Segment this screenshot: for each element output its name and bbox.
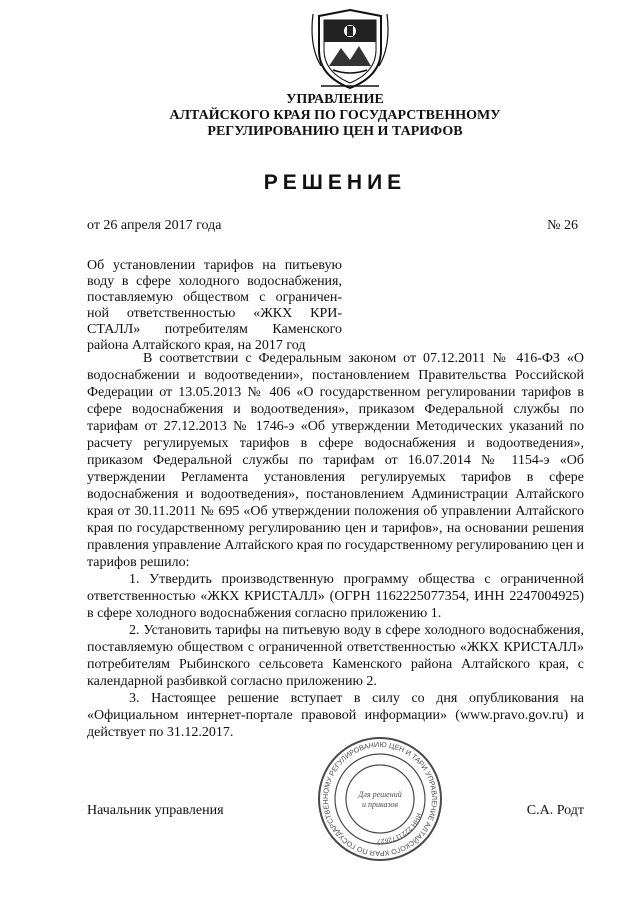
issuing-authority bbox=[100, 92, 570, 140]
document-number: № 26 bbox=[547, 218, 578, 233]
stamp-inner-line-2: и приказов bbox=[361, 800, 399, 809]
stamp-inner-line-1: Для решений bbox=[358, 790, 402, 799]
altai-krai-coat-of-arms-icon bbox=[311, 6, 389, 92]
stamp-outer-text: УПРАВЛЕНИЕ АЛТАЙСКОГО КРАЯ ПО ГОСУДАРСТВЕННОМУ РЕГУЛИРОВАНИЮ ЦЕН И ТАРИФОВ bbox=[320, 739, 440, 859]
round-seal-stamp-icon bbox=[316, 735, 444, 863]
stamp-inn-text: ИНН 2221172627 bbox=[376, 811, 423, 845]
heading-line-2: АЛТАЙСКОГО КРАЯ ПО ГОСУДАРСТВЕННОМУ bbox=[169, 108, 501, 123]
document-date: от 26 апреля 2017 года bbox=[87, 218, 222, 233]
signatory-name: С.А. Родт bbox=[526, 803, 584, 818]
preamble-paragraph: В соответствии с Федеральным законом от 07.12.2011 № 416-ФЗ «О водоснабжении и водоотведении», постановлением Правительства Российской Федерации от 13.05.2013 № 406 «О государственном регулировании тарифов в сфере водоснабжения и водоотведения», приказом Федеральной службы по тарифам от 27.12.2013 № 1746-э «Об утверждении Методических указаний по расчету регулируемых тарифов в сфере водоснабжения и водоотведения», приказом Федеральной службы по тарифам от 16.07.2014 № 1154-э «Об утверждении Регламента установления регулируемых тарифов в сфере водоснабжения и водоотведения», постановлением Администрации Алтайского края от 30.11.2011 № 695 «Об утверждении положения об управлении Алтайского края по государственному регулированию цен и тарифов», на основании решения правления управление Алтайского края по государственному регулированию цен и тарифов решило: bbox=[87, 351, 584, 570]
document-type-title: РЕШЕНИЕ bbox=[263, 171, 407, 194]
item-2-paragraph: 2. Установить тарифы на питьевую воду в сфере холодного водоснабжения, поставляемую обществом с ограниченной ответственностью «ЖКХ КРИСТАЛЛ» потребителям Рыбинского сельсовета Каменского района Алтайского края, с календарной разбивкой согласно приложению 2. bbox=[87, 623, 584, 689]
subject-line: района Алтайского края, на 2017 год bbox=[87, 338, 306, 353]
subject-line: воду в сфере холодного водоснабжения, bbox=[87, 274, 342, 289]
subject-line: Об установлении тарифов на питьевую bbox=[87, 258, 342, 273]
heading-line-3: РЕГУЛИРОВАНИЮ ЦЕН И ТАРИФОВ bbox=[207, 124, 463, 139]
item-3-paragraph: 3. Настоящее решение вступает в силу со дня опубликования на «Официальном интернет-портале правовой информации» (www.pravo.gov.ru) и действует по 31.12.2017. bbox=[87, 691, 584, 740]
heading-line-1: УПРАВЛЕНИЕ bbox=[286, 92, 384, 107]
subject-line: поставляемую обществом с ограничен- bbox=[87, 290, 342, 305]
document-subject bbox=[87, 258, 342, 354]
signatory-title: Начальник управления bbox=[87, 803, 224, 818]
subject-line: ной ответственностью «ЖКХ КРИ- bbox=[87, 306, 342, 321]
document-body bbox=[87, 350, 584, 741]
subject-line: СТАЛЛ» потребителям Каменского bbox=[87, 322, 342, 337]
item-1-paragraph: 1. Утвердить производственную программу общества с ограниченной ответственностью «ЖКХ КРИСТАЛЛ» (ОГРН 1162225077354, ИНН 2247004925) в сфере холодного водоснабжения согласно приложению 1. bbox=[87, 572, 584, 621]
